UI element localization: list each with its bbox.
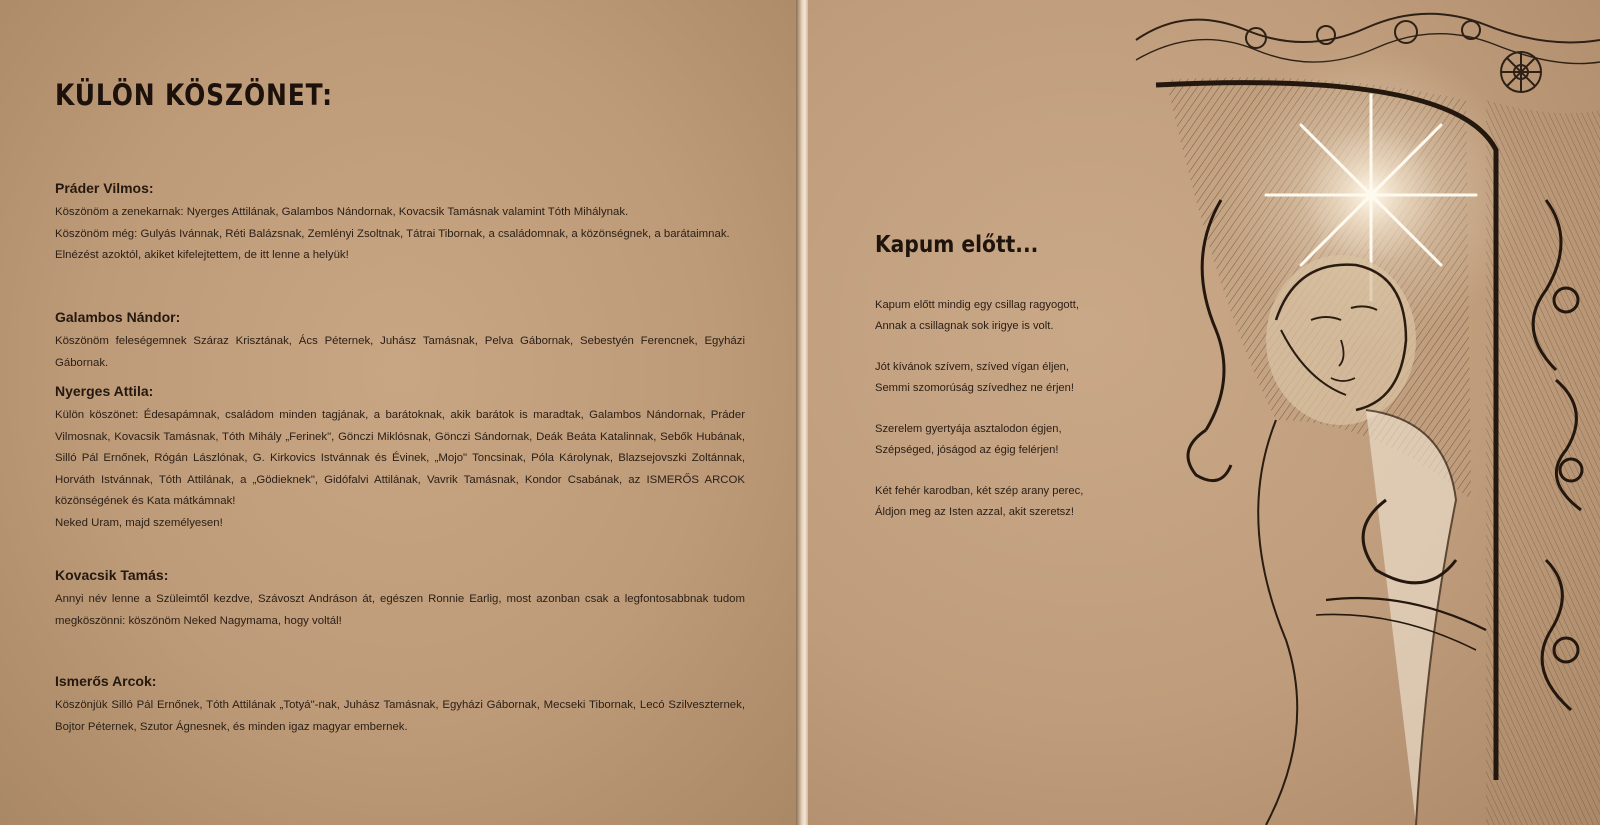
poem-line: Kapum előtt mindig egy csillag ragyogott, bbox=[875, 299, 1079, 311]
section-text: Köszönöm feleségemnek Száraz Krisztának, Ács Péternek, Juhász Tamásnak, Pelva Gábornak, Sebestyén Ferencnek, Egyházi Gábornak. bbox=[55, 335, 745, 369]
section-line: Köszönöm még: Gulyás Ivánnak, Réti Balázsnak, Zemlényi Zsoltnak, Tátrai Tibornak, a családomnak, a közönségnek, a barátaimnak. bbox=[55, 227, 730, 240]
poem-line: Két fehér karodban, két szép arany perec, bbox=[875, 485, 1084, 497]
thanks-section-nyerges bbox=[55, 383, 745, 534]
poem-stanza bbox=[875, 357, 1155, 398]
lyrics-page bbox=[808, 0, 1600, 825]
section-text: Annyi név lenne a Szüleimtől kezdve, Szávoszt Andráson át, egészen Ronnie Earlig, most azonban csak a legfontosabbnak tudom megköszönni: köszönöm Neked Nagymama, hogy voltál! bbox=[55, 593, 745, 627]
section-name: Kovacsik Tamás: bbox=[55, 567, 169, 583]
section-text: Köszönjük Silló Pál Ernőnek, Tóth Attilának „Totyá"-nak, Juhász Tamásnak, Egyházi Gábornak, Mecseki Tibornak, Lecó Szilveszternek, Bojtor Péternek, Szutor Ágnesnek, és minden igaz magyar embernek. bbox=[55, 699, 745, 733]
poem-line: Szépséged, jóságod az égig felérjen! bbox=[875, 443, 1059, 456]
poem-line: Áldjon meg az Isten azzal, akit szeretsz! bbox=[875, 505, 1074, 518]
poem-stanza bbox=[875, 295, 1155, 336]
section-name: Ismerős Arcok: bbox=[55, 673, 157, 689]
thanks-section-prader bbox=[55, 180, 745, 267]
thanks-section-kovacsik bbox=[55, 567, 745, 632]
section-name: Práder Vilmos: bbox=[55, 180, 154, 196]
thanks-section-galambos bbox=[55, 309, 745, 374]
ornamental-frame-illustration bbox=[1126, 0, 1600, 825]
poem-stanza bbox=[875, 481, 1155, 522]
poem-line: Semmi szomorúság szívedhez ne érjen! bbox=[875, 381, 1074, 394]
section-name: Galambos Nándor: bbox=[55, 309, 181, 325]
poem-line: Szerelem gyertyája asztalodon égjen, bbox=[875, 423, 1062, 435]
page-heading: KÜLÖN KÖSZÖNET: bbox=[55, 78, 333, 112]
section-line: Köszönöm a zenekarnak: Nyerges Attilának, Galambos Nándornak, Kovacsik Tamásnak valamint Tóth Mihálynak. bbox=[55, 206, 629, 218]
poem-line: Annak a csillagnak sok irigye is volt. bbox=[875, 319, 1054, 332]
poem-lyrics bbox=[875, 295, 1155, 543]
poem-stanza bbox=[875, 419, 1155, 460]
section-name: Nyerges Attila: bbox=[55, 383, 154, 399]
section-extra-line: Neked Uram, majd személyesen! bbox=[55, 516, 223, 529]
flower-ornament-icon bbox=[1501, 52, 1541, 92]
section-text: Külön köszönet: Édesapámnak, családom minden tagjának, a barátoknak, akik barátok is maradtak, Galambos Nándornak, Práder Vilmosnak, Kovacsik Tamásnak, Tóth Mihály „Ferinek", Gönczi Miklósnak, Gönczi Sándornak, Deák Beáta Katalinnak, Sebők Hubának, Silló Pál Ernőnek, Rógán Lászlónak, G. Kirkovics Istvánnak és Évinek, „Mojo" Toncsinak, Póla Károlynak, Blazsejovszki Zoltánnak, Horváth Istvánnak, Tóth Attilának, a „Gödieknek", Gidófalvi Attilának, Vavrik Tamásnak, Kondor Csabának, az ISMERŐS ARCOK közönségének és Kata mátkámnak! bbox=[55, 409, 745, 507]
thanks-section-ismeros-arcok bbox=[55, 673, 745, 738]
poem-line: Jót kívánok szívem, szíved vígan éljen, bbox=[875, 361, 1070, 373]
section-line: Elnézést azoktól, akiket kifelejtettem, de itt lenne a helyük! bbox=[55, 249, 349, 261]
poem-title: Kapum előtt... bbox=[875, 232, 1039, 258]
